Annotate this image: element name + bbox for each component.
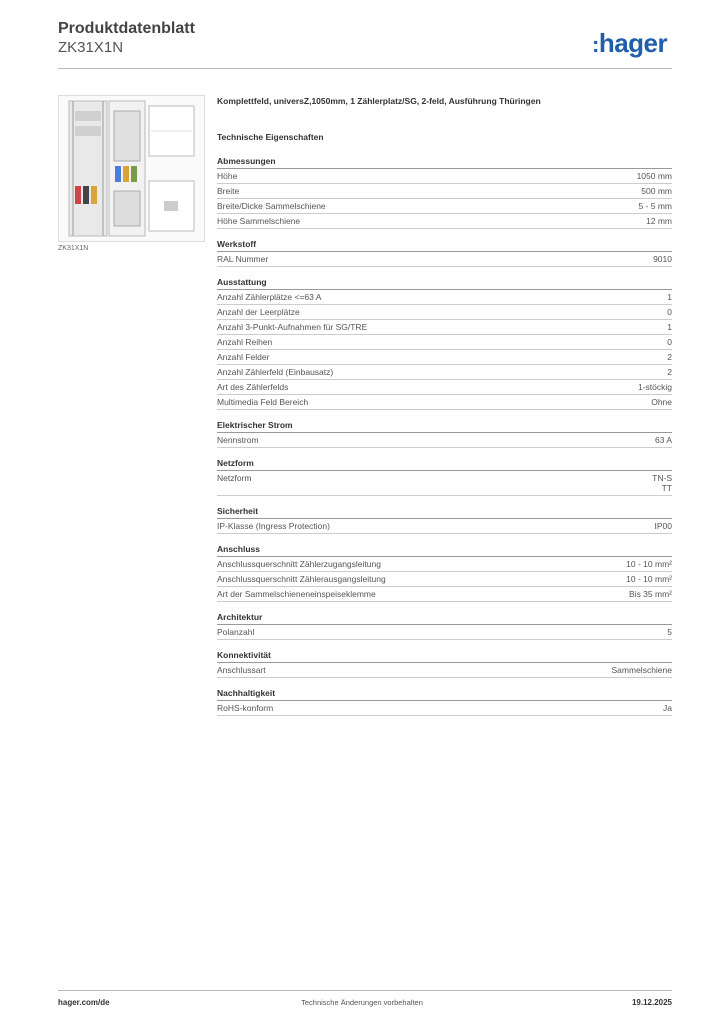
- spec-row: [217, 169, 672, 184]
- spec-row: [217, 365, 672, 380]
- spec-row: [217, 663, 672, 678]
- section-title: Ausstattung: [217, 277, 672, 290]
- spec-value: Sammelschiene: [611, 665, 672, 675]
- section-title: Architektur: [217, 612, 672, 625]
- spec-label: Höhe: [217, 171, 238, 181]
- spec-value: 2: [667, 352, 672, 362]
- spec-label: Anzahl Zählerfeld (Einbausatz): [217, 367, 334, 377]
- header-divider: [58, 68, 672, 69]
- spec-value: Bis 35 mm²: [629, 589, 672, 599]
- spec-value: IP00: [654, 521, 672, 531]
- spec-value: Ja: [663, 703, 672, 713]
- footer-website[interactable]: hager.com/de: [58, 998, 110, 1007]
- spec-row: [217, 625, 672, 640]
- spec-value: Ohne: [651, 397, 672, 407]
- spec-row: [217, 572, 672, 587]
- section-title: Werkstoff: [217, 239, 672, 252]
- spec-section: [217, 506, 672, 534]
- spec-section: [217, 650, 672, 678]
- spec-label: Anschlussquerschnitt Zählerausgangsleitung: [217, 574, 386, 584]
- section-title: Anschluss: [217, 544, 672, 557]
- spec-value: 500 mm: [641, 186, 672, 196]
- spec-row: [217, 519, 672, 534]
- spec-section: [217, 612, 672, 640]
- spec-row: [217, 290, 672, 305]
- spec-row: [217, 433, 672, 448]
- spec-label: Breite/Dicke Sammelschiene: [217, 201, 326, 211]
- spec-section: [217, 458, 672, 496]
- spec-value: 1050 mm: [636, 171, 672, 181]
- spec-row: [217, 471, 672, 496]
- footer-divider: [58, 990, 672, 991]
- spec-row: [217, 557, 672, 572]
- spec-value: 5 - 5 mm: [638, 201, 672, 211]
- spec-value: 63 A: [654, 435, 672, 445]
- spec-row: [217, 701, 672, 716]
- footer-date: 19.12.2025: [631, 998, 672, 1007]
- spec-label: IP-Klasse (Ingress Protection): [217, 521, 330, 531]
- spec-row: [217, 335, 672, 350]
- footer-disclaimer: Technische Änderungen vorbehalten: [301, 998, 423, 1007]
- spec-row: [217, 184, 672, 199]
- page-title: Produktdatenblatt: [58, 20, 195, 37]
- section-title: Netzform: [217, 458, 672, 471]
- spec-row: [217, 587, 672, 602]
- spec-label: Höhe Sammelschiene: [217, 216, 301, 226]
- spec-label: Art der Sammelschieneneinspeiseklemme: [217, 589, 376, 599]
- spec-label: Anzahl Zählerplätze <=63 A: [217, 292, 322, 302]
- brand-logo: :hager: [592, 28, 668, 58]
- section-title: Konnektivität: [217, 650, 672, 663]
- spec-value: 10 - 10 mm²: [626, 559, 672, 569]
- spec-label: Anzahl 3-Punkt-Aufnahmen für SG/TRE: [217, 322, 368, 332]
- spec-row: [217, 199, 672, 214]
- spec-value: 5: [667, 627, 672, 637]
- spec-label: Nennstrom: [217, 435, 259, 445]
- spec-value: 0: [667, 307, 672, 317]
- image-caption: ZK31X1N: [58, 245, 89, 252]
- spec-label: Multimedia Feld Bereich: [217, 397, 309, 407]
- spec-section: [217, 420, 672, 448]
- section-title: Elektrischer Strom: [217, 420, 672, 433]
- spec-row: [217, 395, 672, 410]
- spec-value: 2: [667, 367, 672, 377]
- spec-label: Netzform: [217, 473, 252, 483]
- technical-properties-heading: Technische Eigenschaften: [217, 132, 324, 142]
- spec-label: Anschlussquerschnitt Zählerzugangsleitung: [217, 559, 381, 569]
- section-title: Sicherheit: [217, 506, 672, 519]
- product-code: ZK31X1N: [58, 39, 124, 56]
- spec-label: RAL Nummer: [217, 254, 269, 264]
- spec-value: 0: [667, 337, 672, 347]
- spec-content: [217, 96, 672, 726]
- spec-row: [217, 380, 672, 395]
- spec-label: Anschlussart: [217, 665, 266, 675]
- spec-value: 1: [667, 292, 672, 302]
- spec-section: [217, 544, 672, 602]
- spec-label: Anzahl Reihen: [217, 337, 273, 347]
- brand-logo-text: hager: [598, 28, 668, 58]
- spec-value: 10 - 10 mm²: [626, 574, 672, 584]
- spec-row: [217, 252, 672, 267]
- spec-value: 9010: [653, 254, 672, 264]
- section-title: Abmessungen: [217, 156, 672, 169]
- spec-label: Polanzahl: [217, 627, 255, 637]
- spec-row: [217, 320, 672, 335]
- spec-section: [217, 156, 672, 229]
- product-image: [58, 95, 205, 242]
- spec-section: [217, 239, 672, 267]
- spec-label: Anzahl Felder: [217, 352, 270, 362]
- spec-label: Anzahl der Leerplätze: [217, 307, 300, 317]
- spec-row: [217, 214, 672, 229]
- product-illustration: [59, 96, 204, 241]
- spec-section: [217, 277, 672, 410]
- spec-value: 1: [667, 322, 672, 332]
- spec-label: Breite: [217, 186, 240, 196]
- spec-label: RoHS-konform: [217, 703, 274, 713]
- spec-row: [217, 350, 672, 365]
- spec-section: [217, 688, 672, 716]
- product-description: Komplettfeld, universZ,1050mm, 1 Zählerplatz/SG, 2-feld, Ausführung Thüringen: [217, 96, 541, 106]
- spec-value: 1-stöckig: [637, 382, 672, 392]
- spec-row: [217, 305, 672, 320]
- section-title: Nachhaltigkeit: [217, 688, 672, 701]
- spec-value: TN-S TT: [652, 473, 672, 493]
- spec-sections: [217, 156, 672, 716]
- spec-value: 12 mm: [646, 216, 672, 226]
- spec-label: Art des Zählerfelds: [217, 382, 289, 392]
